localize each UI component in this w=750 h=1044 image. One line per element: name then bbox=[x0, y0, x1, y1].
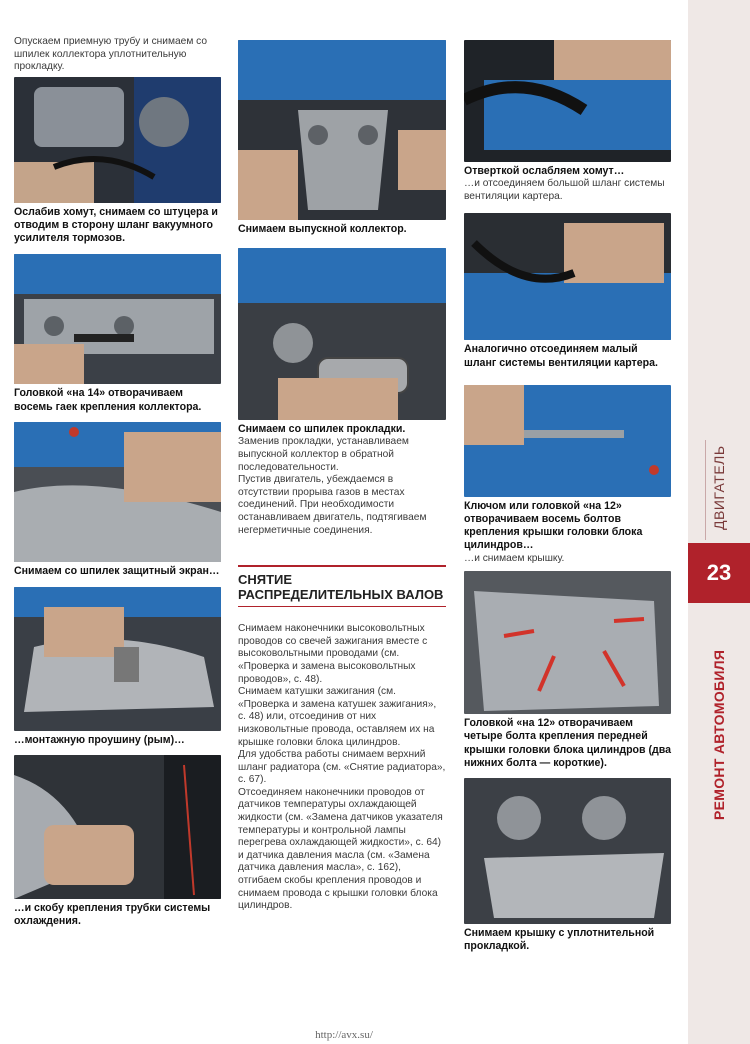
photo-lifting-eye bbox=[14, 587, 221, 731]
photo-vacuum-hose bbox=[14, 77, 221, 203]
caption-cover-bolts: Ключом или головкой «на 12» отворачиваем восемь болтов крепления крышки головки блока цилиндров… bbox=[464, 499, 643, 552]
sidebar-book-title: РЕМОНТ АВТОМОБИЛЯ bbox=[711, 649, 727, 820]
text-hv-wires: Снимаем наконечники высоковольтных проводов со свечей зажигания вместе с высоковольтными проводами (см. «Проверка и замена высоковольтных проводов», с. 48). bbox=[238, 623, 428, 685]
subcaption-remove-cover: …и снимаем крышку. bbox=[464, 552, 565, 564]
photo-front-cover bbox=[464, 571, 671, 714]
sidebar-divider bbox=[705, 440, 706, 540]
intro-text: Опускаем приемную трубу и снимаем со шпилек коллектора уплотнительную прокладку. bbox=[14, 36, 208, 73]
column-3 bbox=[464, 36, 671, 953]
photo-coolant-bracket bbox=[14, 755, 221, 899]
section-title: СНЯТИЕ РАСПРЕДЕЛИТЕЛЬНЫХ ВАЛОВ bbox=[238, 565, 446, 607]
caption-heat-shield: Снимаем со шпилек защитный экран… bbox=[14, 564, 220, 577]
photo-small-hose bbox=[464, 213, 671, 340]
column-2 bbox=[238, 36, 446, 913]
text-check-leaks: Пустив двигатель, убеждаемся в отсутствии прорыва газов в местах соединений. При необходимости останавливаем двигатель, подтягиваем негерметичные соединения. bbox=[238, 474, 427, 536]
caption-front-cover: Головкой «на 12» отворачиваем четыре болта крепления передней крышки головки блока цилиндров (два нижних болта — короткие). bbox=[464, 717, 672, 769]
caption-exhaust-collector: Снимаем выпускной коллектор. bbox=[238, 223, 407, 235]
text-reinstall: Заменив прокладки, устанавливаем выпускной коллектор в обратной последовательности. bbox=[238, 436, 409, 473]
photo-exhaust-collector bbox=[238, 40, 446, 220]
column-1 bbox=[14, 36, 221, 929]
photo-gaskets bbox=[238, 248, 446, 420]
photo-cover-gasket bbox=[464, 778, 671, 924]
section-body bbox=[238, 623, 446, 913]
caption-cover-gasket: Снимаем крышку с уплотнительной прокладкой. bbox=[464, 927, 655, 953]
text-coils: Снимаем катушки зажигания (см. «Проверка и замена катушек зажигания», с. 48) или, отсоединив от них низковольтные провода, оставляем их на крышке головки блока цилиндров. bbox=[238, 686, 437, 748]
photo-cover-bolts bbox=[464, 385, 671, 497]
caption-small-hose: Аналогично отсоединяем малый шланг системы вентиляции картера. bbox=[464, 343, 658, 369]
caption-lifting-eye: …монтажную проушину (рым)… bbox=[14, 734, 185, 746]
photo-collector-nuts bbox=[14, 254, 221, 384]
photo-clamp bbox=[464, 40, 671, 162]
caption-vacuum-hose: Ослабив хомут, снимаем со штуцера и отводим в сторону шланг вакуумного усилителя тормозов. bbox=[14, 205, 218, 245]
caption-gaskets: Снимаем со шпилек прокладки. bbox=[238, 423, 406, 436]
subcaption-large-hose: …и отсоединяем большой шланг системы вентиляции картера. bbox=[464, 178, 665, 202]
text-sensors: Отсоединяем наконечники проводов от датчиков температуры охлаждающей жидкости (см. «Замена датчиков указателя температуры и контрольной лампы перегрева охлаждающей жидкости», с. 64) и датчика давления масла (см. «Замена датчика давления масла», с. 162), отгибаем скобы крепления проводов и снимаем провода с крышки головки блока цилиндров. bbox=[238, 786, 443, 912]
photo-heat-shield bbox=[14, 422, 221, 562]
caption-clamp: Отверткой ослабляем хомут… bbox=[464, 165, 625, 177]
sidebar bbox=[688, 0, 750, 1044]
text-radiator-hose: Для удобства работы снимаем верхний шланг радиатора (см. «Снятие радиатора», с. 67). bbox=[238, 749, 446, 786]
page-number: 23 bbox=[688, 543, 750, 603]
sidebar-section-label: ДВИГАТЕЛЬ bbox=[711, 445, 727, 530]
caption-coolant-bracket: …и скобу крепления трубки системы охлаждения. bbox=[14, 902, 211, 928]
caption-collector-nuts: Головкой «на 14» отворачиваем восемь гаек крепления коллектора. bbox=[14, 387, 202, 413]
footer-url: http://avx.su/ bbox=[315, 1029, 373, 1041]
